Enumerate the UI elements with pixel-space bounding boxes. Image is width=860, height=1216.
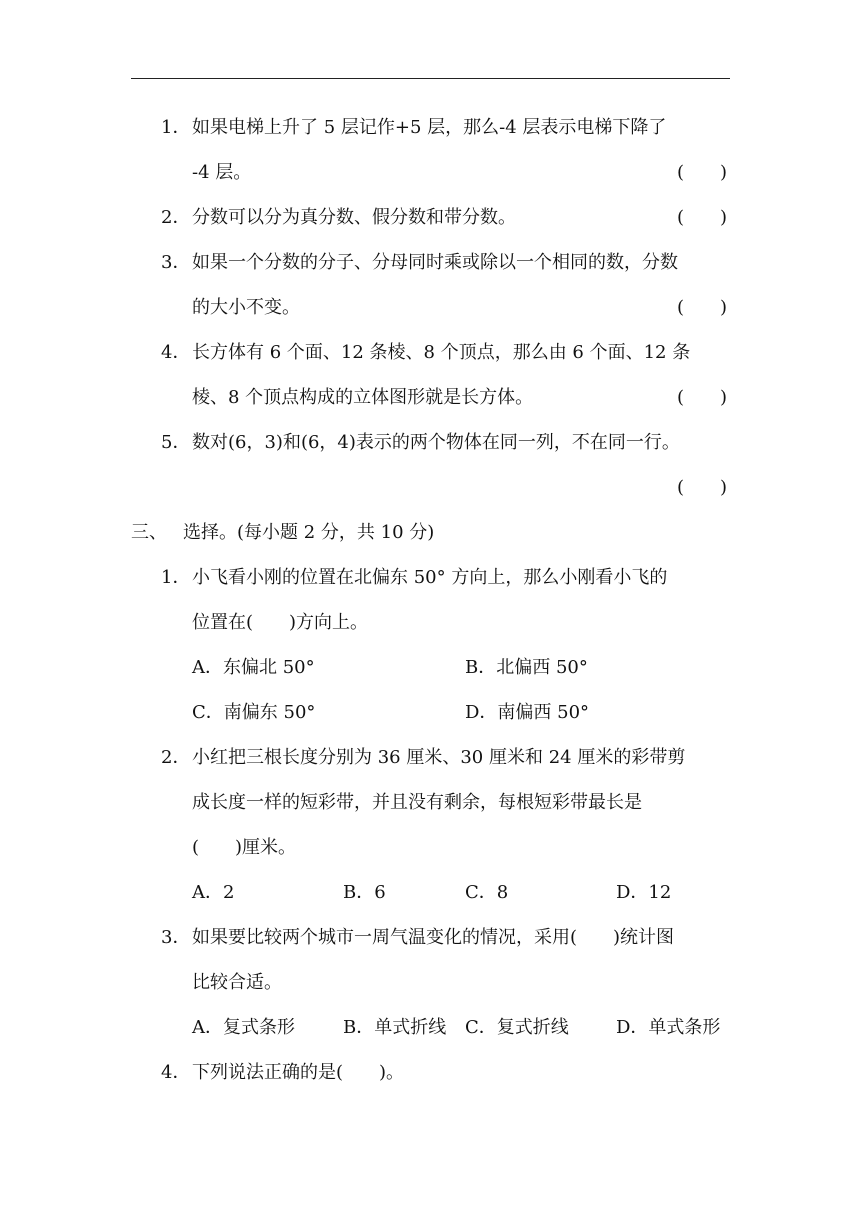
- question-text: ( )厘米。: [192, 837, 297, 858]
- section-title: 选择。(每小题 2 分，共 10 分): [183, 522, 435, 543]
- question-text: 成长度一样的短彩带，并且没有剩余，每根短彩带最长是: [192, 792, 642, 813]
- answer-bracket[interactable]: ( ): [677, 162, 728, 183]
- item-text: 如果一个分数的分子、分母同时乘或除以一个相同的数，分数: [192, 252, 678, 273]
- item-number: 5．: [161, 432, 191, 453]
- option-c[interactable]: C．复式折线: [465, 1017, 569, 1038]
- question-number: 3．: [161, 927, 191, 948]
- option-c[interactable]: C．南偏东 50°: [192, 702, 316, 723]
- item-number: 1．: [161, 117, 191, 138]
- item-text: -4 层。: [192, 162, 252, 183]
- item-text: 的大小不变。: [192, 297, 300, 318]
- option-b[interactable]: B．6: [343, 882, 386, 903]
- option-d[interactable]: D．12: [616, 882, 672, 903]
- answer-bracket[interactable]: ( ): [677, 477, 728, 498]
- question-number: 4．: [161, 1062, 191, 1083]
- option-a[interactable]: A．东偏北 50°: [192, 657, 315, 678]
- question-text: 下列说法正确的是( )。: [192, 1062, 405, 1083]
- item-number: 3．: [161, 252, 191, 273]
- item-number: 4．: [161, 342, 191, 363]
- answer-bracket[interactable]: ( ): [677, 387, 728, 408]
- answer-bracket[interactable]: ( ): [677, 207, 728, 228]
- item-number: 2．: [161, 207, 191, 228]
- item-text: 分数可以分为真分数、假分数和带分数。: [192, 207, 516, 228]
- option-d[interactable]: D．单式条形: [616, 1017, 721, 1038]
- question-text: 小红把三根长度分别为 36 厘米、30 厘米和 24 厘米的彩带剪: [192, 747, 686, 768]
- option-a[interactable]: A．2: [192, 882, 235, 903]
- question-number: 1．: [161, 567, 191, 588]
- option-b[interactable]: B．北偏西 50°: [465, 657, 588, 678]
- item-text: 棱、8 个顶点构成的立体图形就是长方体。: [192, 387, 534, 408]
- option-c[interactable]: C．8: [465, 882, 509, 903]
- option-d[interactable]: D．南偏西 50°: [465, 702, 590, 723]
- answer-bracket[interactable]: ( ): [677, 297, 728, 318]
- item-text: 如果电梯上升了 5 层记作+5 层，那么-4 层表示电梯下降了: [192, 117, 667, 138]
- section-number: 三、: [131, 522, 167, 543]
- item-text: 长方体有 6 个面、12 条棱、8 个顶点，那么由 6 个面、12 条: [192, 342, 691, 363]
- question-text: 小飞看小刚的位置在北偏东 50° 方向上，那么小刚看小飞的: [192, 567, 668, 588]
- question-text: 比较合适。: [192, 972, 282, 993]
- question-number: 2．: [161, 747, 191, 768]
- question-text: 位置在( )方向上。: [192, 612, 369, 633]
- item-text: 数对(6，3)和(6，4)表示的两个物体在同一列，不在同一行。: [192, 432, 680, 453]
- question-text: 如果要比较两个城市一周气温变化的情况，采用( )统计图: [192, 927, 675, 948]
- option-b[interactable]: B．单式折线: [343, 1017, 447, 1038]
- option-a[interactable]: A．复式条形: [192, 1017, 295, 1038]
- header-rule: [131, 78, 730, 79]
